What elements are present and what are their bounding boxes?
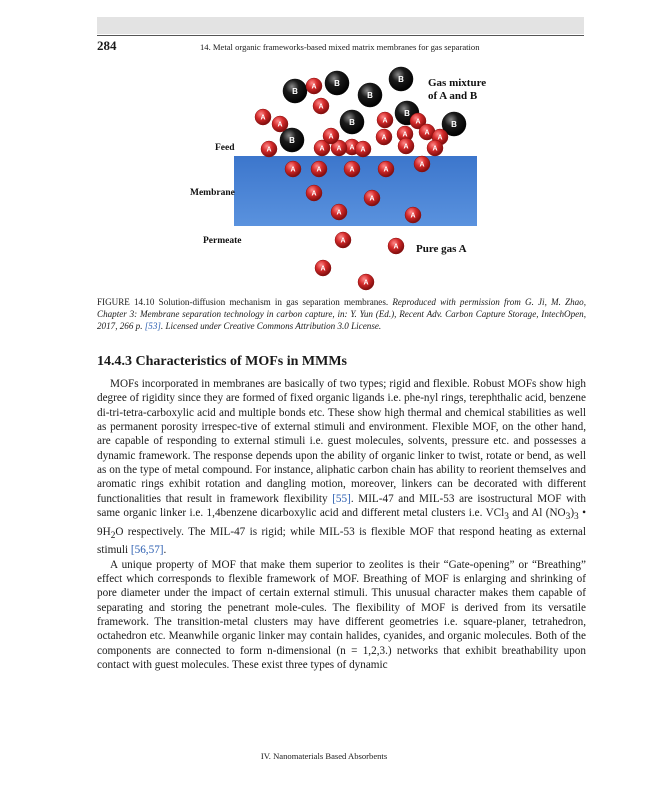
membrane-label: Membrane: [190, 188, 235, 198]
molecule-a: [398, 138, 414, 154]
header-rule: [97, 35, 584, 36]
paragraph-text: and Al (NO: [508, 507, 566, 520]
footer: IV. Nanomaterials Based Absorbents: [260, 751, 388, 761]
paragraph-text: . MIL-47 and MIL-53 are isostructural MOF with same organic linker i.e. 1,4benzene dicarboxylic acid and different metal clusters i.e. VCl: [97, 492, 586, 520]
paragraph-text: MOFs incorporated in membranes are basically of two types; rigid and flexible. Robust MOFs show high degree of rigidity since they are formed of fixed organic ligands i.e. phe-nyl rings, terephthalic acid, benzene di-tri-tetra-carboxylic acid and multiple bonds etc. These show high thermal and chemical stabilities as well as permanent porosity irrespec-tive of external stimuli and environment. Flexible MOF, on the other hand, are capable of responding to external stimuli i.e. guest molecules, solvents, pressure etc. and possesses a dynamic framework. The response depends upon the ability of organic linker to twist, rotate or bend, as well as on the type of metal compound. For instance, aliphatic carbon chain has ability to reorient themselves and aromatic rings exhibit rotation and dangling motion, moreover, linkers can be decorated with different functionalities that result in framework flexibility: [97, 378, 586, 505]
molecule-a: [358, 274, 374, 290]
molecule-a: [388, 238, 404, 254]
paragraph-text: O respectively. The MIL-47 is rigid; while MIL-53 is flexible MOF that respond heating as external stimuli: [97, 525, 586, 557]
molecule-a: [261, 141, 277, 157]
gas-mixture-label: Gas mixture: [428, 77, 487, 89]
molecule-a-label: A: [318, 103, 324, 111]
molecule-a-label: A: [319, 145, 325, 153]
molecule-b: [389, 67, 413, 91]
molecule-a-label: A: [340, 237, 346, 245]
molecule-a-label: A: [290, 166, 296, 174]
molecule-a-label: A: [415, 118, 421, 126]
citation-link[interactable]: [56,57]: [130, 544, 164, 557]
molecule-a: [285, 161, 301, 177]
molecule-b-label: B: [292, 87, 298, 96]
molecule-a-label: A: [382, 117, 388, 125]
molecule-a: [331, 204, 347, 220]
molecule-a: [255, 109, 271, 125]
molecule-a: [378, 161, 394, 177]
molecule-b-label: B: [367, 91, 373, 100]
paragraph-text: • 9H: [97, 507, 587, 538]
molecule-a: [306, 185, 322, 201]
permeate-label: Permeate: [203, 236, 242, 246]
molecule-a-label: A: [266, 146, 272, 154]
molecule-a-label: A: [336, 209, 342, 217]
molecule-a-label: A: [402, 131, 408, 139]
molecule-b-label: B: [404, 109, 410, 118]
molecule-a: [405, 207, 421, 223]
body-text: [97, 377, 586, 672]
figure: [190, 62, 490, 302]
molecule-a-label: A: [410, 212, 416, 220]
molecule-a-label: A: [369, 195, 375, 203]
molecule-a: [427, 140, 443, 156]
caption-text: Solution-diffusion mechanism in gas separation membranes.: [158, 297, 389, 307]
page-number: 284: [97, 38, 117, 53]
molecule-a-label: A: [260, 114, 266, 122]
molecule-a: [344, 161, 360, 177]
molecule-b-label: B: [334, 79, 340, 88]
figure-caption: [97, 296, 586, 332]
subscript: 3: [565, 512, 571, 523]
molecule-a: [313, 98, 329, 114]
molecule-b: [283, 79, 307, 103]
gas-mixture-label-line2: of A and B: [428, 90, 478, 102]
caption-credit-text: Reproduced with permission from G. Ji, M. Zhao, Chapter 3: Membrane separation technology in carbon capture, in: Y. Yun (Ed.), Recent Adv. Carbon Capture Storage, IntechOpen, 2017, 266 p.: [97, 297, 586, 331]
molecule-b-label: B: [349, 118, 355, 127]
paragraph-text: ): [570, 507, 575, 520]
molecule-a: [376, 129, 392, 145]
molecule-a-label: A: [320, 265, 326, 273]
molecule-a-label: A: [349, 144, 355, 152]
figure-illustration: [190, 62, 490, 302]
molecule-b-label: B: [398, 75, 404, 84]
pure-gas-label: Pure gas A: [416, 243, 467, 255]
molecule-a: [335, 232, 351, 248]
feed-label: Feed: [215, 143, 235, 153]
molecule-a-label: A: [311, 83, 317, 91]
molecule-a: [355, 141, 371, 157]
molecule-a: [323, 128, 339, 144]
molecule-a-label: A: [277, 121, 283, 129]
molecule-a-label: A: [363, 279, 369, 287]
molecule-b: [325, 71, 349, 95]
molecule-a-label: A: [437, 134, 443, 142]
molecule-a-label: A: [424, 129, 430, 137]
molecule-a-label: A: [328, 133, 334, 141]
molecule-a: [364, 190, 380, 206]
molecule-a-label: A: [393, 243, 399, 251]
molecule-a-label: A: [419, 161, 425, 169]
molecule-a-label: A: [381, 134, 387, 142]
header-bar: [97, 17, 584, 34]
paragraph-text: .: [163, 544, 167, 557]
paragraph: A unique property of MOF that make them superior to zeolites is their “Gate-opening” or “Breathing” effect which corresponds to flexible framework of MOF. Breathing of MOF is enlarging and shrinking of pore diameter under the impact of certain external stimuli. This unusual character makes them capable of separating and storing the penetrant mole-cules. The flexibility of MOF is derived from its versatile framework. The transition-metal clusters may have different geometries i.e. square-planer, tetrahedron, octahedron etc. Meanwhile organic linker may contain halides, cyanides, and organic molecules. Both of the components are connected to form n-dimensional (n = 1,2,3.) networks that exhibit breathability upon contact with guest molecules. These exist three types of dynamic: [97, 558, 586, 671]
molecule-a-label: A: [349, 166, 355, 174]
molecule-b-label: B: [289, 136, 295, 145]
molecule-a: [414, 156, 430, 172]
molecule-a: [311, 161, 327, 177]
subscript: 3: [504, 512, 509, 523]
subscript: 2: [110, 530, 116, 541]
molecule-a-label: A: [383, 166, 389, 174]
molecule-a-label: A: [336, 145, 342, 153]
molecule-a-label: A: [316, 166, 322, 174]
molecule-a: [377, 112, 393, 128]
figure-label: FIGURE 14.10: [97, 297, 155, 307]
molecule-a-label: A: [311, 190, 317, 198]
molecule-a: [306, 78, 322, 94]
running-head: 14. Metal organic frameworks-based mixed matrix membranes for gas separation: [200, 42, 480, 52]
molecule-a: [272, 116, 288, 132]
molecule-a: [315, 260, 331, 276]
citation-link[interactable]: [55]: [332, 492, 351, 505]
caption-credit-license: . Licensed under Creative Commons Attribution 3.0 License.: [160, 321, 382, 331]
molecule-b: [280, 128, 304, 152]
molecule-b-label: B: [451, 120, 457, 129]
molecule-b: [340, 110, 364, 134]
paragraph: [97, 377, 586, 558]
molecule-a-label: A: [432, 145, 438, 153]
citation-link[interactable]: [53]: [144, 321, 161, 331]
molecule-b: [358, 83, 382, 107]
molecule-a-label: A: [403, 143, 409, 151]
molecule-a-label: A: [360, 146, 366, 154]
subscript: 3: [574, 512, 579, 523]
section-heading: 14.4.3 Characteristics of MOFs in MMMs: [97, 354, 347, 369]
